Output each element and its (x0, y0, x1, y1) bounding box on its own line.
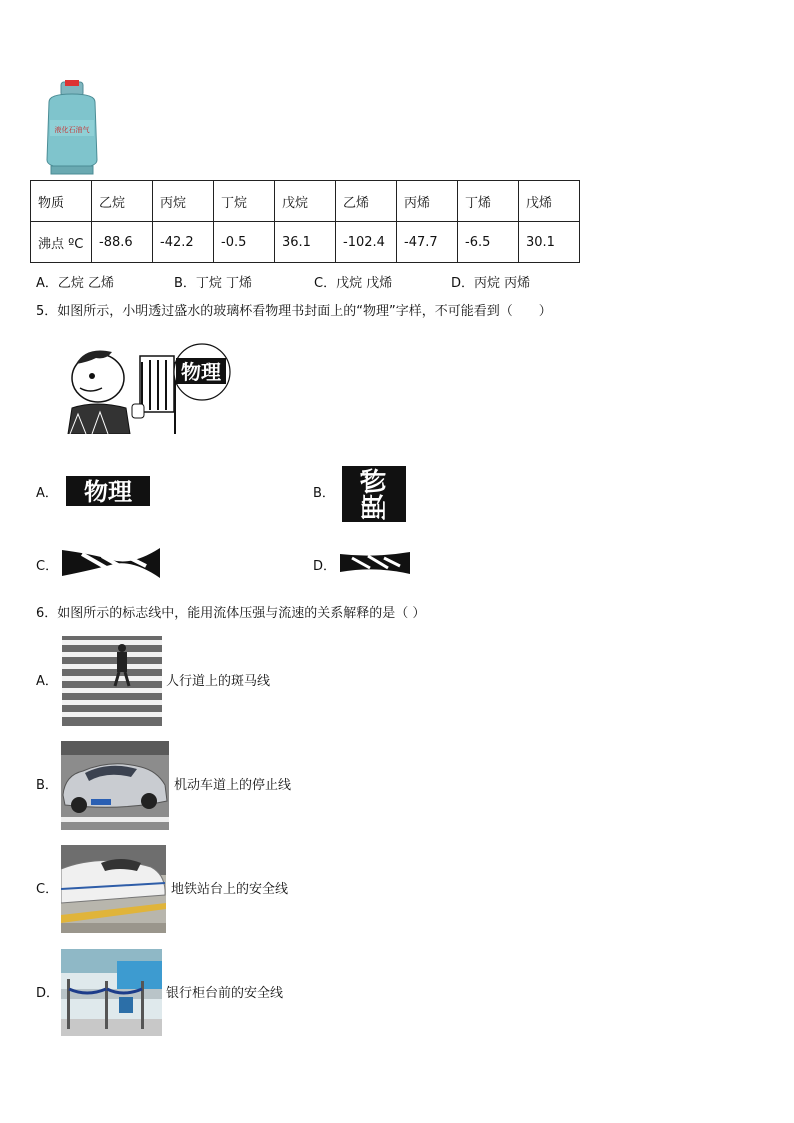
q5-option-a-glyph: 物理 (84, 478, 132, 506)
table-cell: 丙烯 (397, 181, 458, 222)
q5-boy-with-glass-image (66, 342, 238, 434)
q6-option-a-label[interactable]: A． (36, 674, 58, 689)
q5-option-c-label[interactable]: C． (36, 559, 59, 574)
q6-option-a-text: 人行道上的斑马线 (166, 674, 271, 689)
q4-option-d[interactable]: D．丙烷 丙烯 (451, 276, 531, 291)
table-row (31, 222, 580, 263)
table-cell: -47.7 (397, 222, 458, 263)
table-cell: -6.5 (458, 222, 519, 263)
q6-option-b-image[interactable] (61, 741, 169, 830)
q5-option-a-label[interactable]: A． (36, 486, 58, 501)
table-cell: 戊烷 (275, 181, 336, 222)
q5-option-d-image[interactable] (340, 548, 410, 578)
q6-option-c-text: 地铁站台上的安全线 (171, 882, 289, 897)
q6-option-b-label[interactable]: B． (36, 778, 58, 793)
q6-option-c-image[interactable] (61, 845, 166, 933)
q4-option-c[interactable]: C．戊烷 戊烯 (314, 276, 393, 291)
q6-option-b-text: 机动车道上的停止线 (174, 778, 292, 793)
q6-option-d-image[interactable] (61, 949, 162, 1036)
q5-option-a-image[interactable] (66, 476, 150, 506)
book-cover-text: 物理 (181, 360, 221, 384)
table-cell: 乙烯 (336, 181, 397, 222)
table-cell: 丁烯 (458, 181, 519, 222)
boiling-point-table (30, 180, 580, 263)
cylinder-label: 液化石油气 (54, 126, 90, 134)
q6-stem: 6．如图所示的标志线中，能用流体压强与流速的关系解释的是（ ） (36, 606, 426, 621)
q6-option-c-label[interactable]: C． (36, 882, 59, 897)
table-cell: -88.6 (92, 222, 153, 263)
table-cell: 丁烷 (214, 181, 275, 222)
table-cell: 戊烯 (519, 181, 580, 222)
table-row (31, 181, 580, 222)
table-cell: 物质 (31, 181, 92, 222)
q5-option-b-glyph: 物理 (360, 467, 390, 521)
table-cell: 36.1 (275, 222, 336, 263)
table-cell: -102.4 (336, 222, 397, 263)
q5-option-d-label[interactable]: D． (313, 559, 337, 574)
table-cell: 丙烷 (153, 181, 214, 222)
q5-stem: 5．如图所示，小明透过盛水的玻璃杯看物理书封面上的“物理”字样，不可能看到（ ） (36, 304, 552, 319)
q5-option-c-image[interactable] (62, 540, 160, 586)
q6-option-a-image[interactable] (62, 636, 162, 726)
table-cell: 乙烷 (92, 181, 153, 222)
q5-option-b-label[interactable]: B． (313, 486, 335, 501)
table-cell: 30.1 (519, 222, 580, 263)
q6-option-d-label[interactable]: D． (36, 986, 60, 1001)
table-cell: 沸点 ºC (31, 222, 92, 263)
q5-option-b-image[interactable] (342, 466, 406, 522)
q4-option-a[interactable]: A．乙烷 乙烯 (36, 276, 115, 291)
gas-cylinder-image (37, 80, 107, 176)
q6-option-d-text: 银行柜台前的安全线 (166, 986, 284, 1001)
q4-option-b[interactable]: B．丁烷 丁烯 (174, 276, 253, 291)
table-cell: -42.2 (153, 222, 214, 263)
table-cell: -0.5 (214, 222, 275, 263)
